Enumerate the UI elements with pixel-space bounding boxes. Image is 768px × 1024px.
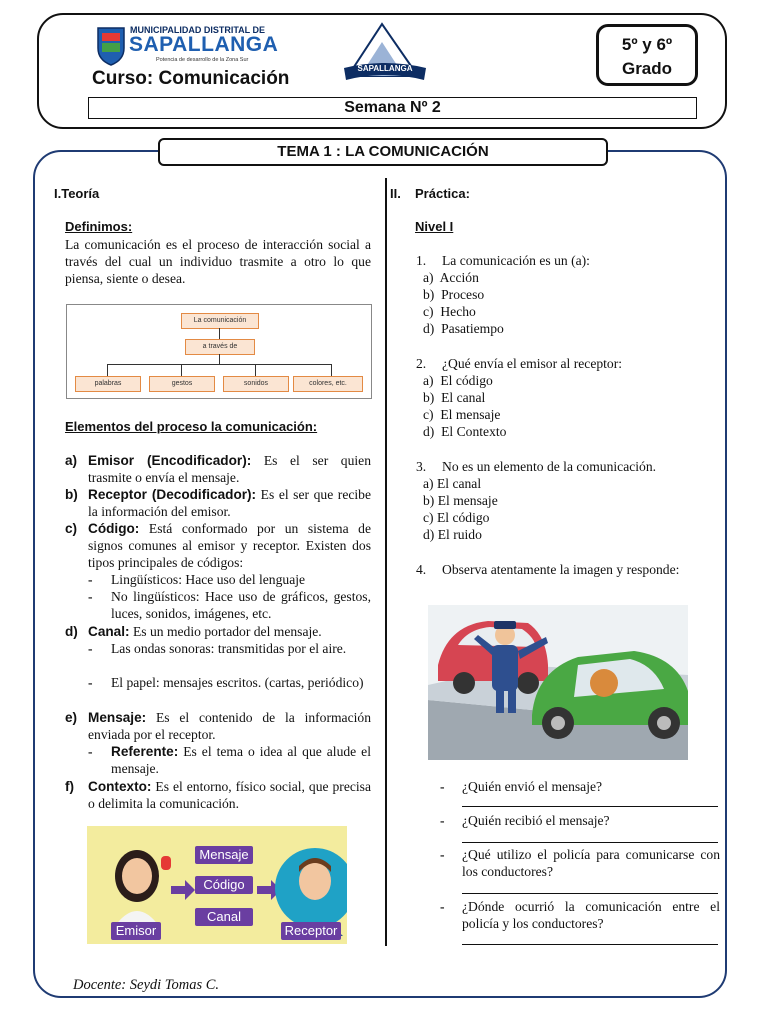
dash-bullet: -: [440, 779, 445, 794]
practica-heading: Práctica:: [415, 186, 470, 201]
question-number: 1.: [416, 253, 427, 268]
logo-line2: SAPALLANGA: [129, 33, 279, 56]
column-divider: [385, 178, 387, 946]
answer-option: a) Acción: [423, 270, 479, 285]
element-desc: Es el contenido de la información enviada por el receptor.: [88, 710, 371, 742]
referent: [111, 743, 371, 777]
week-label: Semana Nº 2: [88, 97, 697, 119]
definimos-label: Definimos:: [65, 219, 133, 234]
answer-option: a) El código: [423, 373, 493, 388]
element-letter: b): [65, 487, 78, 502]
sub-question: ¿Dónde ocurrió la comunicación entre el policía y los conductores?: [462, 899, 720, 931]
question-text: ¿Qué envía el emisor al receptor:: [442, 356, 623, 371]
question-text: Observa atentamente la imagen y responde:: [442, 562, 680, 577]
question-number: 2.: [416, 356, 427, 371]
element-term: Código:: [88, 521, 140, 536]
element-b: [88, 486, 371, 520]
element-f: [88, 778, 371, 812]
channel-type: El papel: mensajes escritos. (cartas, periódico): [111, 675, 364, 690]
grade-line1: 5º y 6º: [621, 35, 673, 54]
course-title: Curso: Comunicación: [92, 68, 290, 89]
answer-option: c) Hecho: [423, 304, 476, 319]
answer-option: d) El Contexto: [423, 424, 507, 439]
element-a: [88, 452, 371, 486]
diagram-middle: a través de: [185, 339, 255, 355]
grade-line2: Grado: [621, 59, 673, 78]
element-term: Canal:: [88, 624, 130, 639]
element-letter: f): [65, 779, 75, 794]
code-type: No lingüísticos: Hace uso de gráficos, gestos, luces, sonidos, imágenes, etc.: [111, 589, 371, 621]
police-traffic-illustration: [428, 605, 688, 760]
dash-bullet: -: [440, 899, 445, 914]
element-term: Receptor (Decodificador):: [88, 487, 257, 502]
element-term: Contexto:: [88, 779, 152, 794]
element-letter: d): [65, 624, 78, 639]
nivel-label: Nivel I: [415, 219, 454, 234]
tema-title: TEMA 1 : LA COMUNICACIÓN: [158, 138, 608, 166]
diagram-top: La comunicación: [181, 313, 259, 329]
receptor-pill: Receptor: [281, 922, 341, 940]
answer-option: d) El ruido: [423, 527, 482, 542]
answer-option: d) Pasatiempo: [423, 321, 504, 336]
sub-question: ¿Quién envió el mensaje?: [462, 779, 603, 794]
elements-heading: Elementos del proceso la comunicación:: [65, 419, 318, 434]
diagram-leaf: sonidos: [223, 376, 289, 392]
answer-line[interactable]: [462, 944, 718, 945]
element-d: [88, 623, 371, 640]
element-letter: e): [65, 710, 78, 725]
question-text: La comunicación es un (a):: [442, 253, 590, 268]
element-desc: Es el ser quien trasmite o envía el mensaje.: [88, 453, 371, 485]
dash-bullet: -: [440, 813, 445, 828]
element-desc: Es un medio portador del mensaje.: [132, 624, 322, 639]
dash-bullet: -: [440, 847, 445, 862]
logo-line1: MUNICIPALIDAD DISTRITAL DE: [130, 25, 265, 35]
answer-line[interactable]: [462, 842, 718, 843]
arrow-icon: [171, 880, 195, 900]
dash-bullet: -: [88, 572, 93, 587]
question-number: 4.: [416, 562, 427, 577]
answer-option: a) El canal: [423, 476, 482, 491]
communication-illustration: [87, 826, 347, 944]
element-c: [88, 520, 371, 571]
grade-box: [596, 24, 698, 86]
answer-option: b) Proceso: [423, 287, 485, 302]
dash-bullet: -: [88, 589, 93, 604]
referent-desc: Es el tema o idea al que alude el mensaje.: [111, 744, 371, 776]
definition-text: La comunicación es el proceso de interacción social a través del cual un individuo trasmite a otro lo que piensa, siente o desea.: [65, 237, 371, 286]
answer-option: c) El código: [423, 510, 490, 525]
element-desc: Es el entorno, físico social, que precisa o delimita la comunicación.: [88, 779, 371, 811]
code-type: Lingüísticos: Hace uso del lenguaje: [111, 572, 306, 587]
sub-question: ¿Qué utilizo el policía para comunicarse con los conductores?: [462, 847, 720, 879]
diagram-leaf: gestos: [149, 376, 215, 392]
element-term: Emisor (Encodificador):: [88, 453, 252, 468]
element-desc: Está conformado por un sistema de signos comunes al emisor y receptor. Existen dos tipos principales de códigos:: [88, 521, 371, 570]
dash-bullet: -: [88, 675, 93, 690]
element-e: [88, 709, 371, 743]
dash-bullet: -: [88, 744, 93, 759]
teoria-heading: I.Teoría: [54, 186, 100, 201]
municipality-logo: [96, 24, 279, 66]
sub-question: ¿Quién recibió el mensaje?: [462, 813, 610, 828]
mountain-seal-icon: [338, 18, 432, 88]
district-seal: [338, 18, 432, 88]
canal-pill: Canal: [195, 908, 253, 926]
element-desc: Es el ser que recibe la información del emisor.: [88, 487, 371, 519]
practica-num: II.: [390, 186, 401, 201]
referent-term: Referente:: [111, 744, 179, 759]
teacher-signature: Docente: Seydi Tomas C.: [73, 977, 220, 993]
traffic-scene-image: [428, 605, 688, 760]
element-letter: c): [65, 521, 78, 536]
diagram-leaf: colores, etc.: [293, 376, 363, 392]
dash-bullet: -: [88, 641, 93, 656]
question-number: 3.: [416, 459, 427, 474]
answer-line[interactable]: [462, 893, 718, 894]
concept-diagram: [66, 304, 372, 399]
answer-option: b) El mensaje: [423, 493, 498, 508]
codigo-pill: Código: [195, 876, 253, 894]
mensaje-pill: Mensaje: [195, 846, 253, 864]
emisor-pill: Emisor: [111, 922, 161, 940]
logo-tagline: Potencia de desarrollo de la Zona Sur: [156, 57, 249, 63]
channel-type: Las ondas sonoras: transmitidas por el aire.: [111, 641, 347, 656]
element-letter: a): [65, 453, 78, 468]
answer-option: c) El mensaje: [423, 407, 501, 422]
answer-line[interactable]: [462, 806, 718, 807]
answer-option: b) El canal: [423, 390, 486, 405]
diagram-leaf: palabras: [75, 376, 141, 392]
microphone-icon: [161, 856, 171, 870]
seal-text: SAPALLANGA: [357, 64, 413, 73]
question-text: No es un elemento de la comunicación.: [442, 459, 657, 474]
element-term: Mensaje:: [88, 710, 147, 725]
